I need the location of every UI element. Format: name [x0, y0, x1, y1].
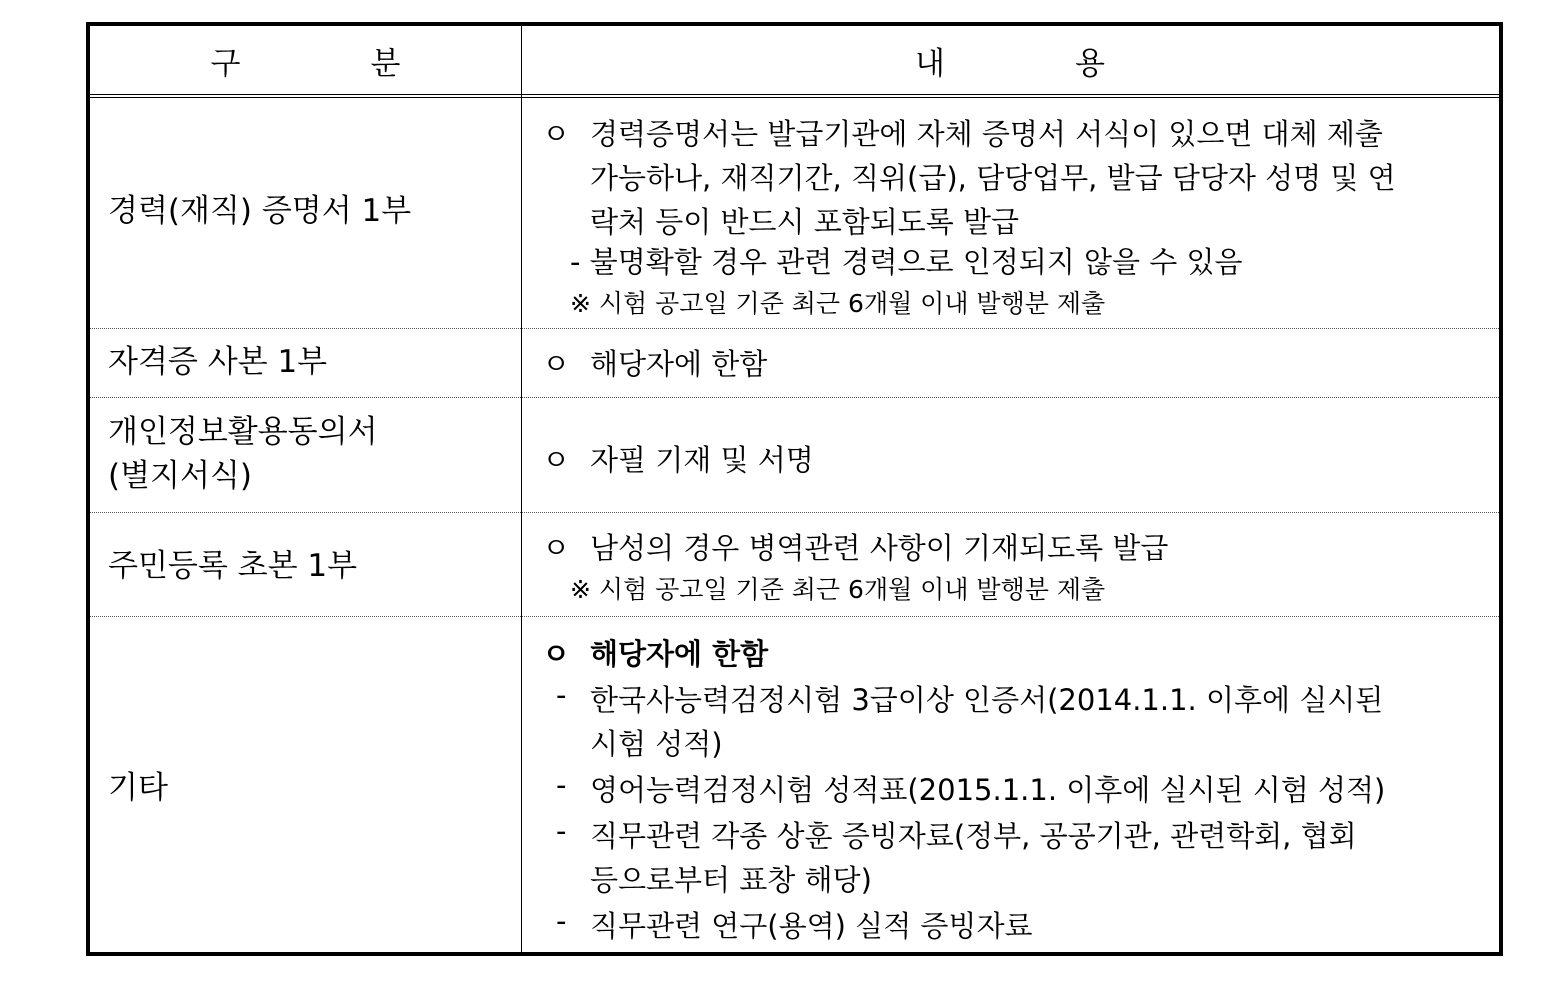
- content-line: 자필 기재 및 서명: [590, 443, 814, 477]
- dash-icon: -: [556, 814, 567, 848]
- content-line: 락처 등이 반드시 포함되도록 발급: [590, 205, 1020, 239]
- dash-icon: -: [556, 904, 567, 938]
- row-label-privacy-consent: [108, 410, 508, 498]
- content-line: 가능하나, 재직기간, 직위(급), 담당업무, 발급 담당자 성명 및 연: [590, 161, 1396, 195]
- list-item-continued: 시험 성적): [590, 727, 723, 761]
- row-divider: [90, 328, 1499, 329]
- row-label-career-certificate: 경력(재직) 증명서 1부: [108, 193, 412, 229]
- header-col-content-char2: 용: [1075, 45, 1105, 82]
- row-divider: [90, 397, 1499, 398]
- note-text: ※ 시험 공고일 기준 최근 6개월 이내 발행분 제출: [570, 575, 1106, 604]
- header-col-category-char2: 분: [370, 45, 401, 82]
- row-label-license-copy: 자격증 사본 1부: [108, 344, 328, 380]
- bullet-icon: ㅇ: [542, 637, 571, 671]
- content-line: 해당자에 한함: [590, 347, 768, 381]
- header-col-content-char1: 내: [915, 45, 945, 82]
- content-line: 해당자에 한함: [590, 637, 769, 671]
- bullet-icon: ㅇ: [542, 531, 571, 565]
- bullet-icon: ㅇ: [542, 347, 571, 381]
- row-label-resident-registration: 주민등록 초본 1부: [108, 548, 358, 584]
- sub-item: - 불명확할 경우 관련 경력으로 인정되지 않을 수 있음: [570, 245, 1243, 279]
- row-label-other: 기타: [108, 770, 168, 806]
- content-line: 경력증명서는 발급기관에 자체 증명서 서식이 있으면 대체 제출: [590, 117, 1383, 151]
- header-col-category: [90, 26, 521, 94]
- list-item: 한국사능력검정시험 3급이상 인증서(2014.1.1. 이후에 실시된: [590, 683, 1384, 717]
- header-col-category-char1: 구: [210, 45, 241, 82]
- column-divider: [521, 26, 522, 952]
- dash-icon: -: [556, 678, 567, 712]
- list-item: 영어능력검정시험 성적표(2015.1.1. 이후에 실시된 시험 성적): [590, 773, 1386, 807]
- row-divider: [90, 616, 1499, 617]
- row-divider: [90, 512, 1499, 513]
- document-table: [86, 22, 1503, 956]
- list-item: 직무관련 연구(용역) 실적 증빙자료: [590, 909, 1033, 943]
- dash-icon: -: [556, 768, 567, 802]
- list-item-continued: 등으로부터 표창 해당): [590, 863, 872, 897]
- label-line: 개인정보활용동의서: [108, 414, 378, 450]
- row-content-career-certificate: [542, 108, 1487, 328]
- label-line: (별지서식): [108, 458, 252, 494]
- bullet-icon: ㅇ: [542, 443, 571, 477]
- bullet-icon: ㅇ: [542, 117, 571, 151]
- header-divider: [90, 94, 1499, 98]
- list-item: 직무관련 각종 상훈 증빙자료(정부, 공공기관, 관련학회, 협회: [590, 819, 1357, 853]
- note-text: ※ 시험 공고일 기준 최근 6개월 이내 발행분 제출: [570, 289, 1106, 318]
- content-line: 남성의 경우 병역관련 사항이 기재되도록 발급: [590, 531, 1169, 565]
- header-col-content: [521, 26, 1499, 94]
